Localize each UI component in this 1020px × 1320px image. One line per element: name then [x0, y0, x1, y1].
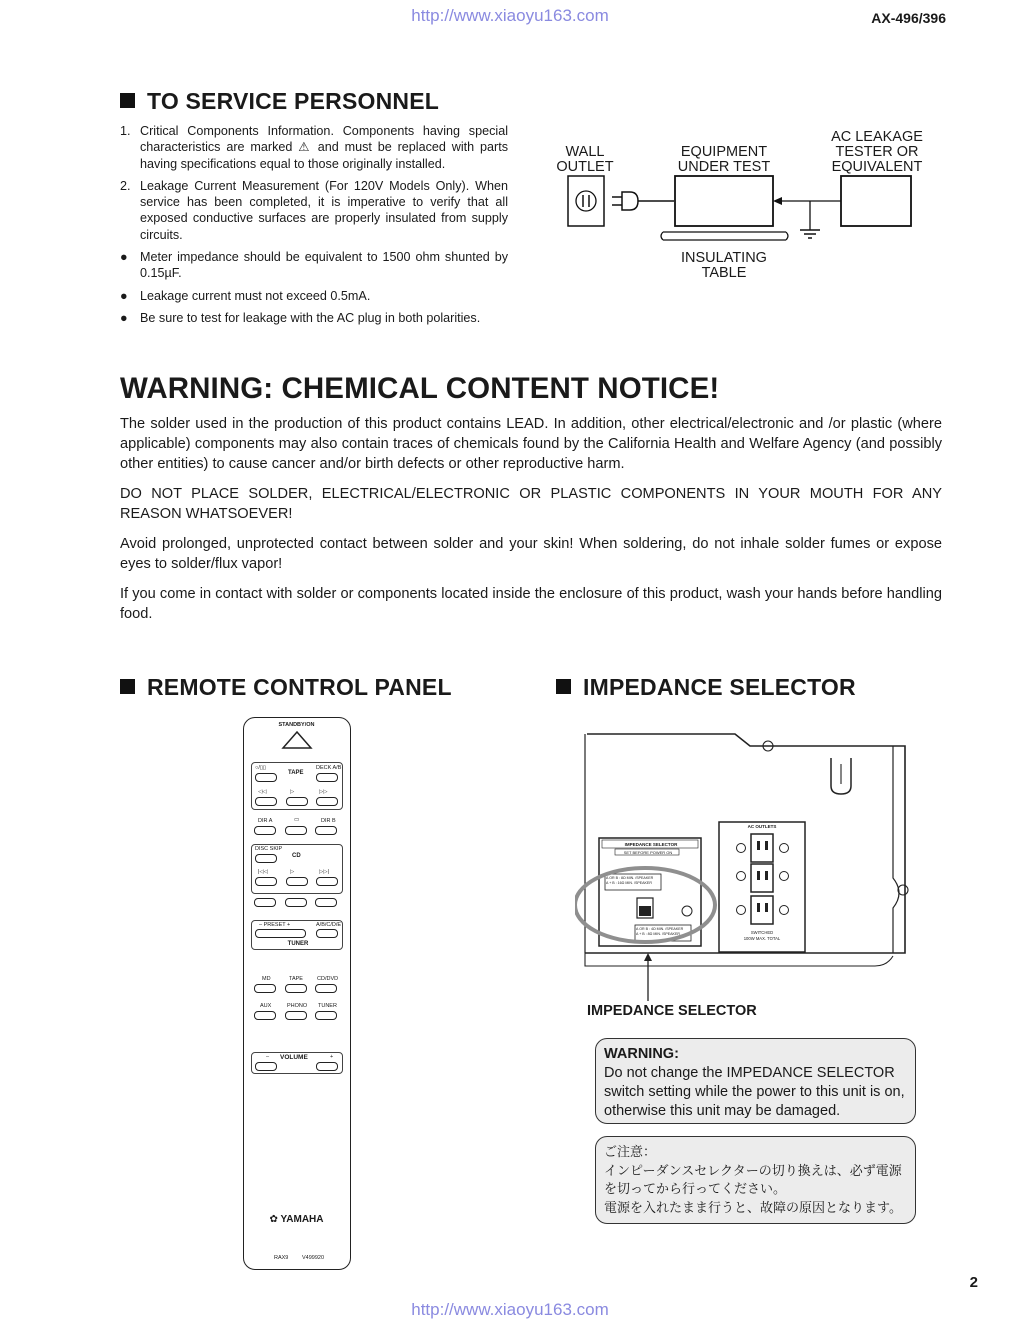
leakage-test-diagram [560, 172, 920, 252]
power-label: ○/▯▯ [255, 765, 266, 771]
outlet-socket-icon [576, 191, 596, 211]
cd-play-button[interactable] [286, 877, 308, 886]
skip-forward-icon: ▷▷| [319, 869, 329, 875]
service-list [120, 123, 508, 332]
aux-button[interactable] [254, 1011, 276, 1020]
md-label: MD [262, 976, 271, 982]
deck-ab-button[interactable] [316, 773, 338, 782]
tape-input-label: TAPE [289, 976, 303, 982]
cd-group [251, 844, 343, 894]
phono-button[interactable] [285, 1011, 307, 1020]
ground-icon [800, 230, 820, 238]
volume-down-button[interactable] [255, 1062, 277, 1071]
remote-section-title: REMOTE CONTROL PANEL [120, 674, 452, 701]
square-bullet-icon [120, 679, 135, 694]
ac-outlet-3 [737, 896, 789, 924]
footer-url[interactable]: http://www.xiaoyu163.com [411, 1300, 609, 1319]
japanese-warning-line: 電源を入れたまま行うと、故障の原因となります。 [604, 1199, 902, 1215]
stop-button[interactable] [285, 826, 307, 835]
screw-icon [898, 885, 908, 895]
model-number: AX-496/396 [871, 10, 946, 26]
list-item: ● Leakage current must not exceed 0.5mA. [120, 288, 371, 303]
phono-label: PHONO [287, 1003, 308, 1009]
wall-outlet-box [568, 176, 604, 226]
screw-icon [682, 906, 692, 916]
yamaha-logo: ✿ YAMAHA [269, 1214, 324, 1225]
wall-outlet-label: WALL OUTLET [556, 144, 614, 175]
remote-part-number: V499920 [302, 1255, 325, 1261]
dir-a-label: DIR A [258, 818, 273, 824]
chemical-warning-title: WARNING: CHEMICAL CONTENT NOTICE! [120, 372, 720, 405]
remote-code: RAX9 [274, 1255, 289, 1261]
ac-outlet-2 [737, 864, 789, 892]
page-number: 2 [969, 1274, 978, 1291]
play-icon: ▷ [290, 789, 295, 795]
arrow-icon [773, 197, 782, 205]
tester-box [841, 176, 911, 226]
warning-paragraph: The solder used in the production of this product contains LEAD. In addition, other electrical/electronic and /or plastic (where applicable) components may also contain traces of chemicals found by the California Health and Welfare Agency (and possibly other entities) to cause cancer and/or birth defects or other reproductive harm. [120, 416, 942, 472]
impedance-warning-title: WARNING: [604, 1046, 679, 1062]
cd-skip-forward-button[interactable] [316, 877, 338, 886]
option-1: A OR B : 8Ω MIN. /SPEAKER A + B : 16Ω MIN. /SPEAKER [606, 876, 654, 885]
tape-group [251, 762, 343, 810]
volume-group [251, 1052, 343, 1074]
cd-rewind-button[interactable] [254, 898, 276, 907]
cddvd-button[interactable] [315, 984, 337, 993]
cd-pause-stop-button[interactable] [285, 898, 307, 907]
impedance-section-title: IMPEDANCE SELECTOR [556, 674, 856, 701]
impedance-caption: IMPEDANCE SELECTOR [587, 1003, 757, 1019]
japanese-warning-title: ご注意： [604, 1144, 657, 1159]
dir-b-label: DIR B [321, 818, 336, 824]
skip-back-icon: |◁◁ [258, 869, 268, 875]
tuner-input-button[interactable] [315, 1011, 337, 1020]
yamaha-emblem-icon: ✿ [269, 1214, 278, 1225]
remote-control [243, 717, 351, 1270]
pointer-arrow-icon [641, 945, 655, 1001]
insulating-table-label: INSULATING TABLE [681, 250, 767, 281]
warning-paragraph: DO NOT PLACE SOLDER, ELECTRICAL/ELECTRONIC OR PLASTIC COMPONENTS IN YOUR MOUTH FOR ANY REASON WHATSOEVER! [120, 486, 942, 522]
japanese-warning-line: インピーダンスセレクターの切り換えは、必ず電源 [604, 1162, 902, 1178]
switched-label: SWITCHED 100W MAX. TOTAL [743, 930, 781, 941]
tape-power-button[interactable] [255, 773, 277, 782]
impedance-warning-box [595, 1038, 916, 1124]
impedance-warning-text: Do not change the IMPEDANCE SELECTOR switch setting while the power to this unit is on, otherwise this unit may be damaged. [604, 1065, 905, 1119]
japanese-warning-box [595, 1136, 916, 1224]
stop-icon: ▭ [294, 817, 300, 823]
rewind-button[interactable] [255, 797, 277, 806]
fast-forward-icon: ▷▷ [319, 789, 328, 795]
volume-minus-label: – [266, 1054, 270, 1060]
fast-forward-button[interactable] [316, 797, 338, 806]
standby-button[interactable] [281, 730, 313, 750]
list-item: ● Meter impedance should be equivalent to 1500 ohm shunted by 0.15µF. [120, 250, 508, 281]
equipment-label: EQUIPMENT UNDER TEST [677, 144, 771, 175]
cd-fast-forward-button[interactable] [315, 898, 337, 907]
option-2: A OR B : 4Ω MIN. /SPEAKER A + B : 8Ω MIN. /SPEAKER [636, 927, 684, 936]
list-item: ● Be sure to test for leakage with the AC plug in both polarities. [120, 310, 481, 325]
square-bullet-icon [120, 93, 135, 108]
square-bullet-icon [556, 679, 571, 694]
play-button[interactable] [286, 797, 308, 806]
equipment-box [675, 176, 773, 226]
tape-input-button[interactable] [285, 984, 307, 993]
cd-label: CD [292, 853, 301, 859]
standby-label: STANDBY/ON [278, 722, 315, 728]
ac-outlet-1 [737, 834, 789, 862]
header-url[interactable]: http://www.xiaoyu163.com [411, 6, 609, 25]
volume-label: VOLUME [280, 1054, 308, 1061]
cd-skip-back-button[interactable] [255, 877, 277, 886]
abcde-button[interactable] [316, 929, 338, 938]
list-item: 1. Critical Components Information. Components having special characteristics are marked ⚠ and must be replaced with parts having specifications equal to those originally installed. [120, 124, 508, 171]
tape-label: TAPE [288, 770, 304, 776]
tuner-input-label: TUNER [318, 1003, 337, 1009]
panel-sub: SET BEFORE POWER ON [623, 850, 673, 855]
tester-label: AC LEAKAGE TESTER OR EQUIVALENT [831, 129, 923, 175]
chemical-warning-body [120, 414, 942, 634]
ac-outlets-title: AC OUTLETS [747, 824, 777, 829]
service-title: TO SERVICE PERSONNEL [120, 88, 439, 115]
warning-paragraph: If you come in contact with solder or components located inside the enclosure of this product, wash your hands before handling food. [120, 586, 942, 622]
abcde-label: A/B/C/D/E [316, 922, 342, 928]
warning-paragraph: Avoid prolonged, unprotected contact between solder and your skin! When soldering, do not inhale solder fumes or expose eyes to solder/flux vapor! [120, 536, 942, 572]
japanese-warning-line: を切ってから行ってください。 [604, 1181, 787, 1196]
dir-b-button[interactable] [315, 826, 337, 835]
md-button[interactable] [254, 984, 276, 993]
disc-skip-button[interactable] [255, 854, 277, 863]
volume-plus-label: + [330, 1054, 334, 1060]
volume-up-button[interactable] [316, 1062, 338, 1071]
tuner-label: TUNER [287, 941, 309, 947]
dir-a-button[interactable] [254, 826, 276, 835]
deck-ab-label: DECK A/B [316, 765, 342, 771]
preset-button[interactable] [255, 929, 306, 938]
rewind-icon: ◁◁ [258, 789, 267, 795]
list-item: 2. Leakage Current Measurement (For 120V Models Only). When service has been completed, it is imperative to verify that all exposed conductive surfaces are properly insulated from supply circuits. [120, 178, 508, 242]
preset-label: – PRESET + [259, 922, 291, 928]
play-icon: ▷ [290, 869, 295, 875]
panel-title: IMPEDANCE SELECTOR [624, 842, 678, 847]
cddvd-label: CD/DVD [317, 976, 339, 982]
aux-label: AUX [260, 1003, 272, 1009]
disc-skip-label: DISC SKIP [255, 846, 283, 852]
plug-icon [612, 192, 674, 210]
tuner-group [251, 920, 343, 950]
